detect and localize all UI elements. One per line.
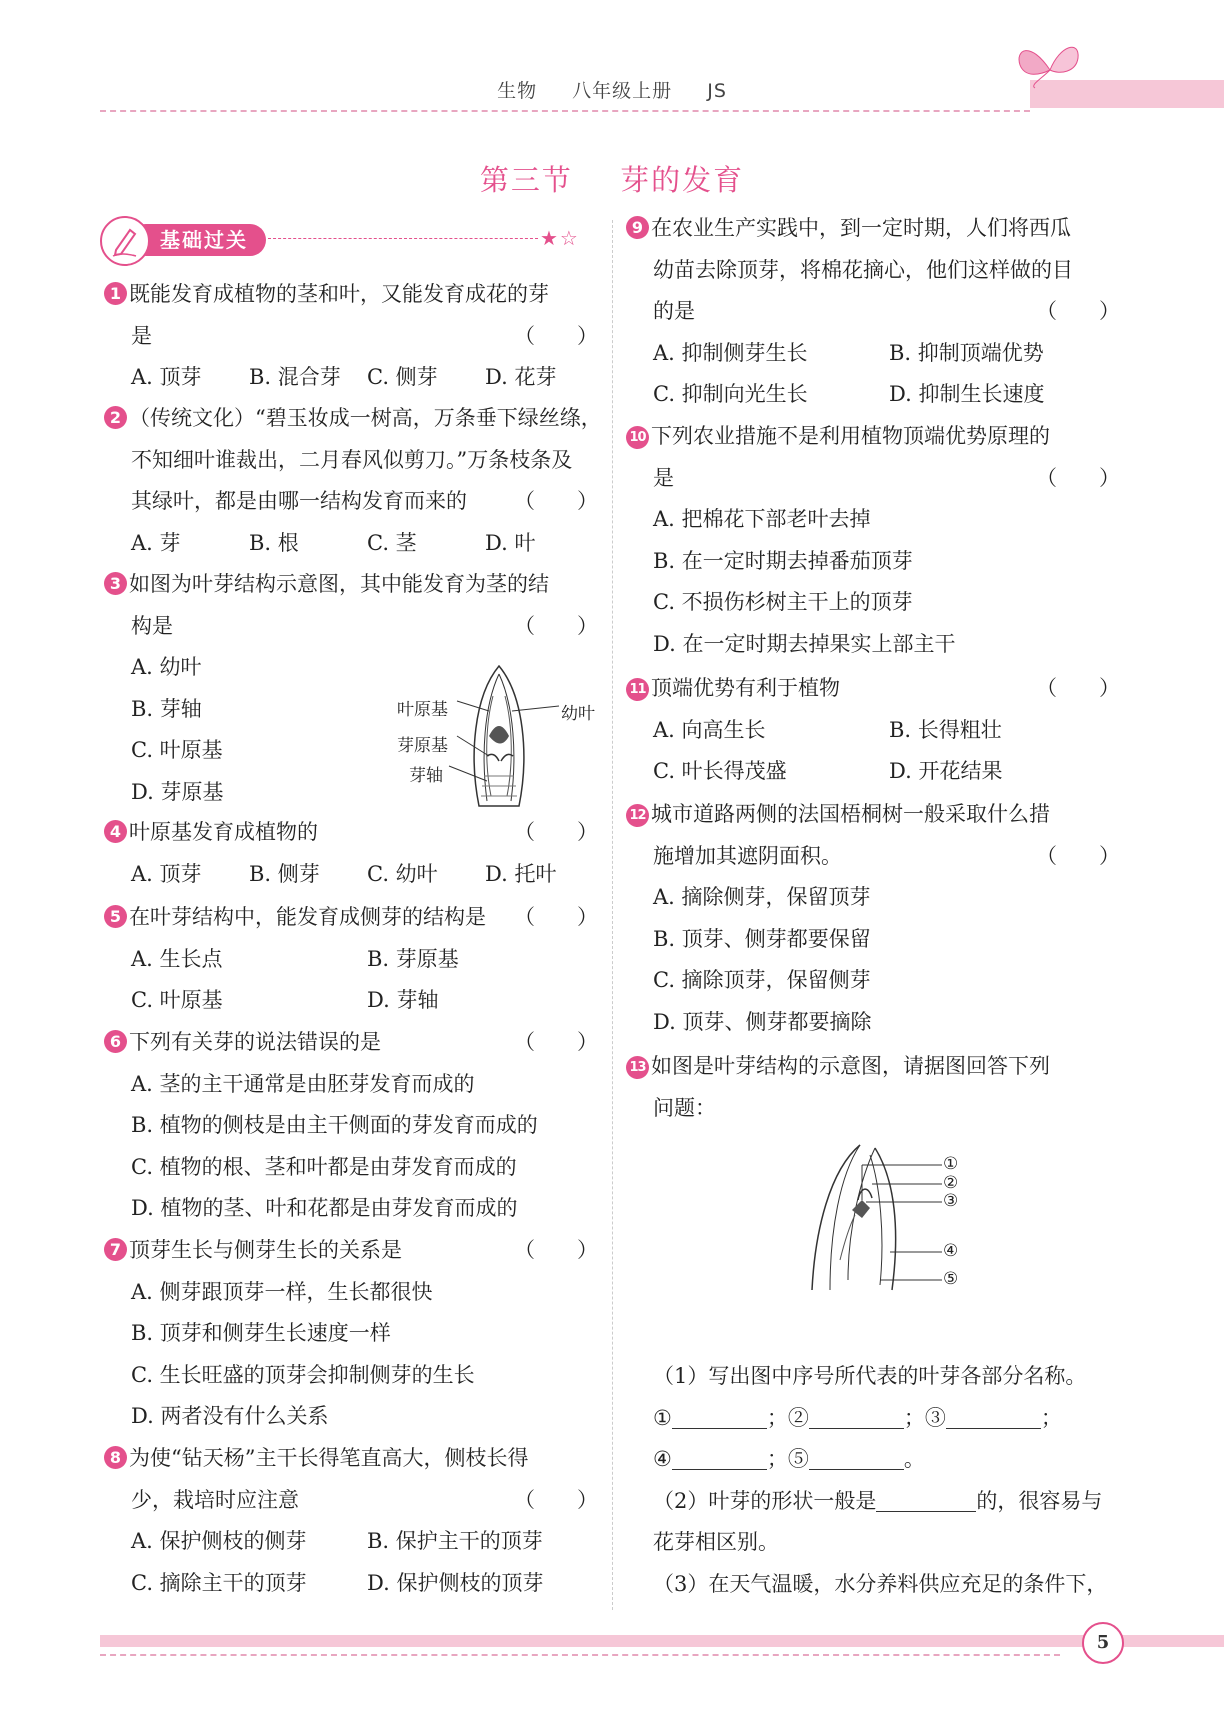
question-text: 的是 bbox=[653, 299, 695, 323]
question-text: 如图为叶芽结构示意图，其中能发育为茎的结 bbox=[129, 572, 549, 596]
question-text: 是 bbox=[131, 323, 152, 348]
blank-label: ；③ bbox=[903, 1405, 946, 1430]
question-number: 4 bbox=[104, 820, 127, 843]
blank-label: ；② bbox=[766, 1405, 809, 1430]
question-text: 下列有关芽的说法错误的是 bbox=[129, 1030, 381, 1054]
blank-label: ；⑤ bbox=[766, 1447, 809, 1471]
answer-blank-shape[interactable] bbox=[876, 1491, 976, 1512]
option[interactable]: C. 茎 bbox=[367, 530, 417, 555]
pencil-icon bbox=[100, 216, 150, 266]
question-10 bbox=[626, 416, 1120, 665]
option[interactable]: C. 不损伤杉树主干上的顶芽 bbox=[653, 590, 913, 614]
option[interactable]: B. 混合芽 bbox=[249, 365, 341, 389]
subquestion-2: （2）叶芽的形状一般是 bbox=[653, 1488, 877, 1513]
question-number: 8 bbox=[104, 1446, 127, 1469]
footer-divider bbox=[100, 1654, 1060, 1656]
question-6 bbox=[104, 1022, 598, 1230]
question-text: 是 bbox=[653, 465, 674, 490]
question-number: 7 bbox=[104, 1238, 127, 1261]
page-header bbox=[0, 76, 1224, 103]
question-text: 既能发育成植物的茎和叶，又能发育成花的芽 bbox=[129, 282, 549, 306]
subquestion-1: （1）写出图中序号所代表的叶芽各部分名称。 bbox=[653, 1364, 1087, 1388]
option[interactable]: D. 在一定时期去掉果实上部主干 bbox=[653, 631, 956, 656]
question-number: 9 bbox=[626, 216, 649, 239]
question-4 bbox=[104, 812, 598, 895]
footer-band bbox=[100, 1635, 1224, 1647]
question-2 bbox=[104, 398, 602, 564]
option[interactable]: A. 顶芽 bbox=[131, 365, 202, 389]
option[interactable]: D. 托叶 bbox=[485, 861, 557, 886]
option[interactable]: C. 摘除主干的顶芽 bbox=[131, 1570, 307, 1595]
option[interactable]: C. 叶长得茂盛 bbox=[653, 759, 787, 783]
option[interactable]: D. 芽原基 bbox=[131, 779, 224, 804]
option[interactable]: B. 顶芽、侧芽都要保留 bbox=[653, 926, 871, 951]
option[interactable]: A. 顶芽 bbox=[131, 861, 202, 886]
question-text: 问题： bbox=[653, 1095, 716, 1120]
subquestion-2-cont: 的，很容易与 bbox=[976, 1488, 1103, 1513]
answer-paren[interactable]: （ ） bbox=[1036, 299, 1120, 323]
question-text: 少，栽培时应注意 bbox=[131, 1487, 299, 1512]
question-number: 1 bbox=[104, 282, 127, 305]
answer-paren[interactable]: （ ） bbox=[1036, 843, 1120, 868]
question-text: 在农业生产实践中，到一定时期，人们将西瓜 bbox=[651, 216, 1071, 240]
option[interactable]: A. 抑制侧芽生长 bbox=[653, 340, 808, 365]
figure-label-youye: 幼叶 bbox=[561, 704, 595, 724]
figure-label-3: ③ bbox=[943, 1191, 959, 1211]
option[interactable]: B. 抑制顶端优势 bbox=[889, 340, 1044, 365]
question-text: 不知细叶谁裁出，二月春风似剪刀。”万条枝条及 bbox=[131, 447, 573, 472]
figure-label-2: ② bbox=[943, 1173, 959, 1193]
option[interactable]: B. 根 bbox=[249, 530, 299, 555]
option[interactable]: B. 保护主干的顶芽 bbox=[367, 1529, 543, 1553]
question-text: 顶芽生长与侧芽生长的关系是 bbox=[129, 1238, 402, 1262]
question-1 bbox=[104, 274, 598, 399]
header-edition: JS bbox=[707, 80, 727, 102]
option[interactable]: C. 侧芽 bbox=[367, 365, 438, 389]
answer-paren[interactable]: （ ） bbox=[514, 1487, 598, 1512]
option[interactable]: A. 摘除侧芽，保留顶芽 bbox=[653, 885, 871, 909]
option[interactable]: A. 向高生长 bbox=[653, 717, 766, 742]
pencil-icon-svg bbox=[102, 218, 148, 264]
option[interactable]: B. 侧芽 bbox=[249, 861, 320, 886]
section-number: 第三节 bbox=[479, 163, 573, 197]
section-title bbox=[0, 158, 1224, 199]
figure-label-4: ④ bbox=[943, 1241, 959, 1261]
figure-label-yazhou: 芽轴 bbox=[409, 766, 443, 786]
question-text: （传统文化）“碧玉妆成一树高，万条垂下绿丝绦， bbox=[129, 406, 602, 430]
question-number: 11 bbox=[626, 678, 649, 701]
answer-paren[interactable]: （ ） bbox=[514, 489, 598, 513]
answer-paren[interactable]: （ ） bbox=[1036, 676, 1120, 700]
option[interactable]: C. 叶原基 bbox=[131, 988, 223, 1012]
option[interactable]: B. 芽原基 bbox=[367, 946, 459, 971]
header-divider bbox=[100, 110, 1030, 112]
option[interactable]: A. 生长点 bbox=[131, 946, 223, 971]
option[interactable]: D. 开花结果 bbox=[889, 759, 1003, 783]
leaf-bud-figure-1 bbox=[389, 656, 599, 816]
question-text: 施增加其遮阴面积。 bbox=[653, 843, 842, 868]
option[interactable]: D. 植物的茎、叶和花都是由芽发育而成的 bbox=[131, 1196, 518, 1220]
basics-badge bbox=[100, 216, 266, 264]
figure-label-ye-yuanji: 叶原基 bbox=[397, 700, 448, 720]
figure-label-1: ① bbox=[943, 1154, 959, 1174]
question-13-subparts bbox=[626, 1356, 1120, 1605]
option[interactable]: C. 幼叶 bbox=[367, 861, 438, 886]
answer-blank-1[interactable] bbox=[672, 1408, 767, 1429]
question-number: 3 bbox=[104, 572, 127, 595]
option[interactable]: A. 幼叶 bbox=[131, 655, 202, 679]
answer-paren[interactable]: （ ） bbox=[514, 905, 598, 929]
blank-label: ； bbox=[1040, 1405, 1062, 1430]
question-11 bbox=[626, 668, 1120, 793]
option[interactable]: A. 侧芽跟顶芽一样，生长都很快 bbox=[131, 1279, 433, 1304]
figure-label-5: ⑤ bbox=[943, 1269, 959, 1289]
question-number: 10 bbox=[626, 426, 649, 449]
answer-paren[interactable]: （ ） bbox=[514, 323, 598, 348]
option[interactable]: D. 芽轴 bbox=[367, 988, 439, 1012]
subquestion-2-end: 花芽相区别。 bbox=[653, 1530, 779, 1554]
badge-divider bbox=[268, 238, 538, 239]
option[interactable]: C. 叶原基 bbox=[131, 738, 223, 762]
header-subject: 生物 bbox=[497, 80, 538, 102]
question-text: 在叶芽结构中，能发育成侧芽的结构是 bbox=[129, 905, 486, 929]
question-5 bbox=[104, 897, 598, 1022]
option[interactable]: D. 花芽 bbox=[485, 365, 557, 389]
option[interactable]: B. 在一定时期去掉番茄顶芽 bbox=[653, 548, 913, 573]
header-grade: 八年级上册 bbox=[572, 80, 673, 102]
option[interactable]: C. 抑制向光生长 bbox=[653, 382, 808, 406]
question-number: 2 bbox=[104, 406, 127, 429]
answer-blank-2[interactable] bbox=[809, 1408, 904, 1429]
question-12 bbox=[626, 794, 1120, 1043]
answer-paren[interactable]: （ ） bbox=[1036, 465, 1120, 490]
question-number: 5 bbox=[104, 905, 127, 928]
badge-label: 基础过关 bbox=[130, 224, 266, 256]
question-13 bbox=[626, 1046, 1120, 1129]
option[interactable]: A. 芽 bbox=[131, 530, 181, 555]
question-9 bbox=[626, 208, 1120, 416]
answer-paren[interactable]: （ ） bbox=[514, 1238, 598, 1262]
question-text: 其绿叶，都是由哪一结构发育而来的 bbox=[131, 489, 467, 513]
question-number: 13 bbox=[626, 1056, 649, 1079]
answer-blank-5[interactable] bbox=[809, 1449, 904, 1470]
option[interactable]: B. 顶芽和侧芽生长速度一样 bbox=[131, 1321, 391, 1345]
page-number: 5 bbox=[1082, 1622, 1124, 1664]
question-text: 构是 bbox=[131, 613, 173, 638]
option[interactable]: B. 植物的侧枝是由主干侧面的芽发育而成的 bbox=[131, 1113, 538, 1137]
answer-blank-3[interactable] bbox=[946, 1408, 1041, 1429]
question-text: 叶原基发育成植物的 bbox=[129, 820, 318, 844]
option[interactable]: D. 叶 bbox=[485, 530, 536, 555]
option[interactable]: C. 摘除顶芽，保留侧芽 bbox=[653, 968, 871, 992]
answer-paren[interactable]: （ ） bbox=[514, 1030, 598, 1054]
option[interactable]: A. 保护侧枝的侧芽 bbox=[131, 1529, 307, 1553]
answer-blank-4[interactable] bbox=[672, 1449, 767, 1470]
column-divider bbox=[612, 220, 613, 1610]
question-text: 顶端优势有利于植物 bbox=[651, 676, 840, 700]
question-3 bbox=[104, 564, 598, 814]
option[interactable]: D. 抑制生长速度 bbox=[889, 382, 1045, 406]
option[interactable]: D. 保护侧枝的顶芽 bbox=[367, 1570, 544, 1595]
option[interactable]: A. 茎的主干通常是由胚芽发育而成的 bbox=[131, 1071, 475, 1096]
question-text: 城市道路两侧的法国梧桐树一般采取什么措 bbox=[651, 802, 1050, 826]
question-8 bbox=[104, 1438, 598, 1604]
blank-label: ① bbox=[653, 1405, 672, 1430]
question-text: 如图是叶芽结构的示意图，请据图回答下列 bbox=[651, 1054, 1050, 1078]
question-number: 12 bbox=[626, 804, 649, 827]
option[interactable]: D. 两者没有什么关系 bbox=[131, 1404, 329, 1428]
section-name: 芽的发育 bbox=[620, 163, 745, 197]
difficulty-stars: ★☆ bbox=[540, 226, 580, 250]
option[interactable]: C. 植物的根、茎和叶都是由芽发育而成的 bbox=[131, 1154, 517, 1179]
question-7 bbox=[104, 1230, 598, 1438]
option[interactable]: B. 长得粗壮 bbox=[889, 717, 1002, 742]
figure-label-ya-yuanji: 芽原基 bbox=[397, 736, 448, 756]
option[interactable]: C. 生长旺盛的顶芽会抑制侧芽的生长 bbox=[131, 1362, 475, 1387]
subquestion-3: （3）在天气温暖，水分养料供应充足的条件下， bbox=[653, 1571, 1108, 1596]
question-text: 下列农业措施不是利用植物顶端优势原理的 bbox=[651, 424, 1050, 448]
question-text: 幼苗去除顶芽，将棉花摘心，他们这样做的目 bbox=[653, 257, 1073, 282]
option[interactable]: A. 把棉花下部老叶去掉 bbox=[653, 507, 871, 531]
question-number: 6 bbox=[104, 1030, 127, 1053]
blank-label: ④ bbox=[653, 1447, 672, 1471]
question-text: 为使“钻天杨”主干长得笔直高大，侧枝长得 bbox=[129, 1446, 529, 1470]
answer-paren[interactable]: （ ） bbox=[514, 613, 598, 638]
leaf-bud-figure-2 bbox=[800, 1140, 980, 1300]
option[interactable]: D. 顶芽、侧芽都要摘除 bbox=[653, 1009, 872, 1034]
answer-paren[interactable]: （ ） bbox=[514, 820, 598, 844]
blank-label: 。 bbox=[903, 1447, 925, 1471]
option[interactable]: B. 芽轴 bbox=[131, 696, 202, 721]
